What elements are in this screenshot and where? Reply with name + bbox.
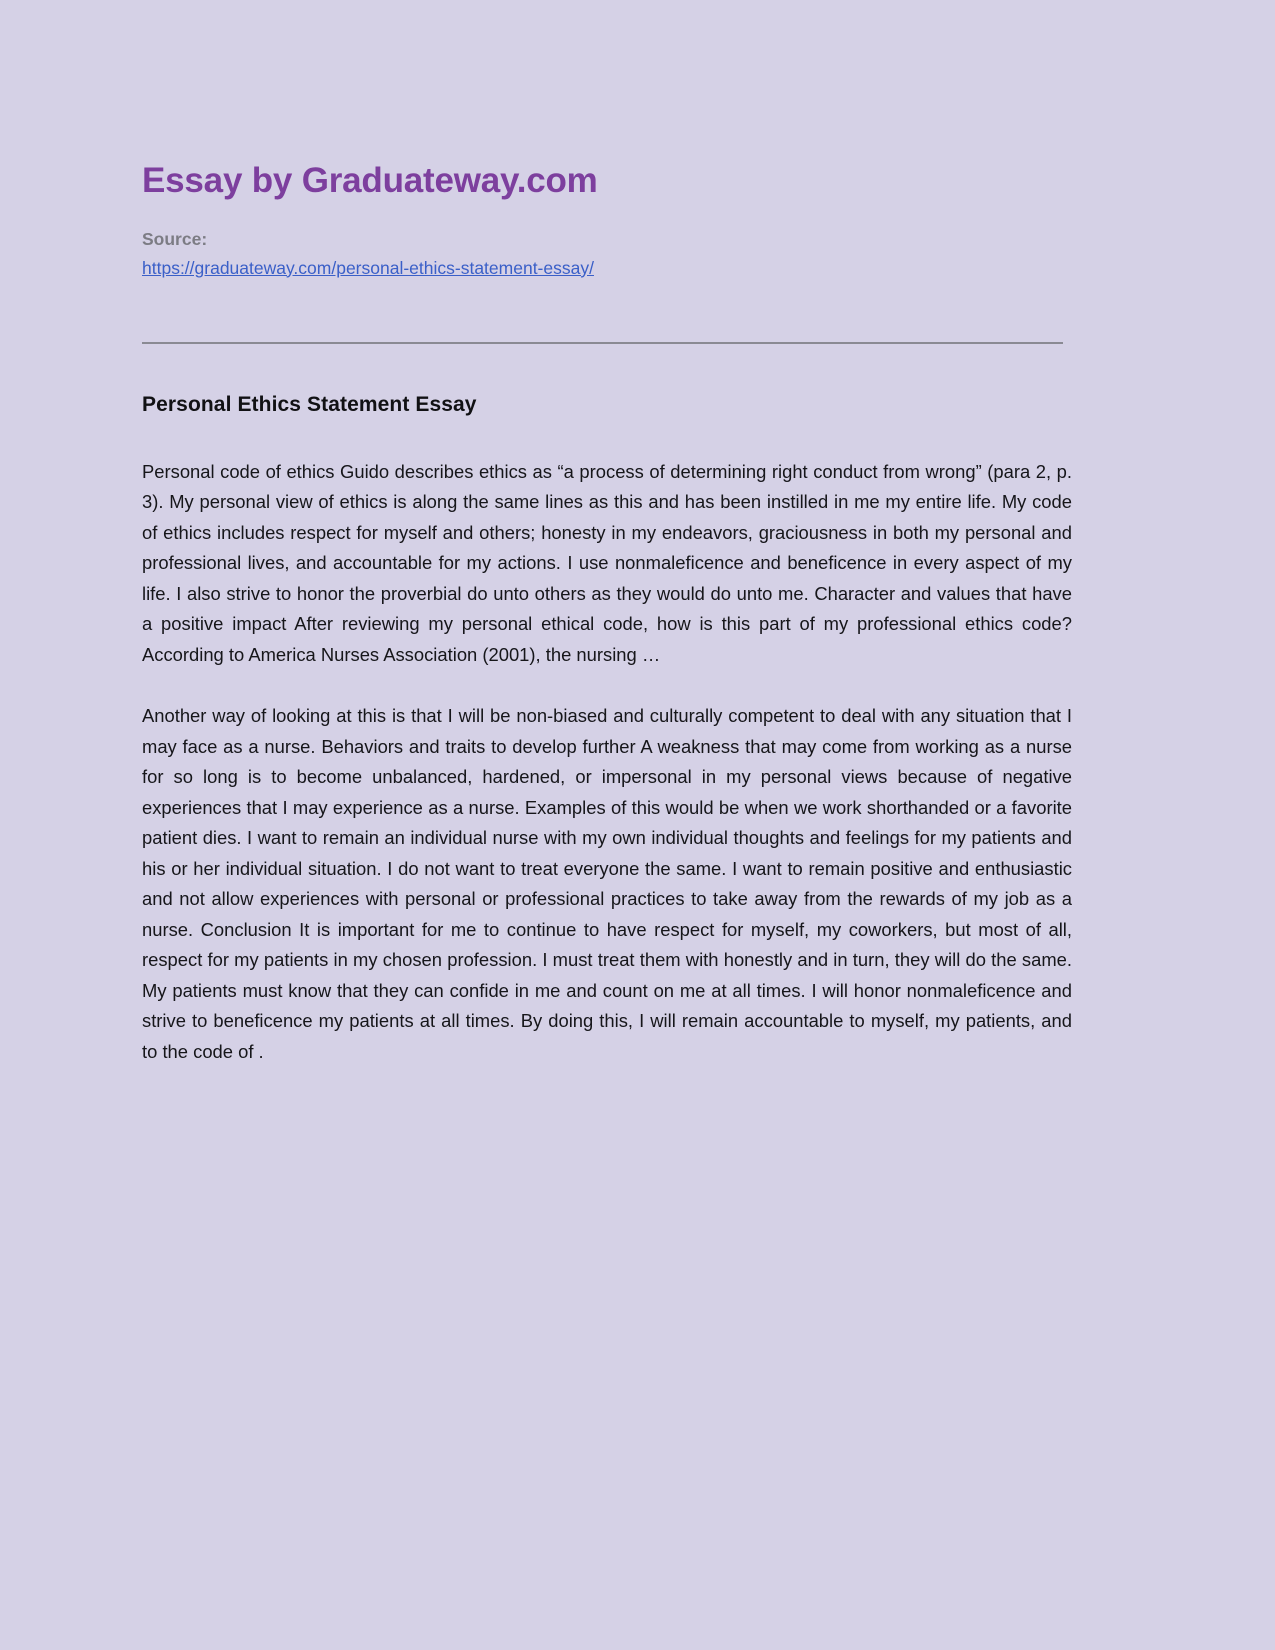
essay-body bbox=[142, 457, 1072, 1068]
page-title: Essay by Graduateway.com bbox=[142, 161, 598, 200]
source-label: Source: bbox=[142, 229, 208, 249]
essay-paragraph: Personal code of ethics Guido describes ethics as “a process of determining right conduct from wrong” (para 2, p. 3). My personal view of ethics is along the same lines as this and has been instilled in me my entire life. My code of ethics includes respect for myself and others; honesty in my endeavors, graciousness in both my personal and professional lives, and accountable for my actions. I use nonmaleficence and beneficence in every aspect of my life. I also strive to honor the proverbial do unto others as they would do unto me. Character and values that have a positive impact After reviewing my personal ethical code, how is this part of my professional ethics code? According to America Nurses Association (2001), the nursing … bbox=[142, 460, 1072, 665]
source-block bbox=[142, 228, 1072, 280]
source-url-link[interactable]: https://graduateway.com/personal-ethics-statement-essay/ bbox=[142, 257, 594, 278]
document-content bbox=[142, 160, 1072, 1067]
horizontal-divider bbox=[142, 342, 1063, 344]
essay-paragraph: Another way of looking at this is that I will be non-biased and culturally competent to deal with any situation that I may face as a nurse. Behaviors and traits to develop further A weakness that may come from working as a nurse for so long is to become unbalanced, hardened, or impersonal in my personal views because of negative experiences that I may experience as a nurse. Examples of this would be when we work shorthanded or a favorite patient dies. I want to remain an individual nurse with my own individual thoughts and feelings for my patients and his or her individual situation. I do not want to treat everyone the same. I want to remain positive and enthusiastic and not allow experiences with personal or professional practices to take away from the rewards of my job as a nurse. Conclusion It is important for me to continue to have respect for myself, my coworkers, but most of all, respect for my patients in my chosen profession. I must treat them with honestly and in turn, they will do the same. My patients must know that they can confide in me and count on me at all times. I will honor nonmaleficence and strive to beneficence my patients at all times. By doing this, I will remain accountable to myself, my patients, and to the code of . bbox=[142, 705, 1072, 1062]
essay-title: Personal Ethics Statement Essay bbox=[142, 393, 477, 417]
